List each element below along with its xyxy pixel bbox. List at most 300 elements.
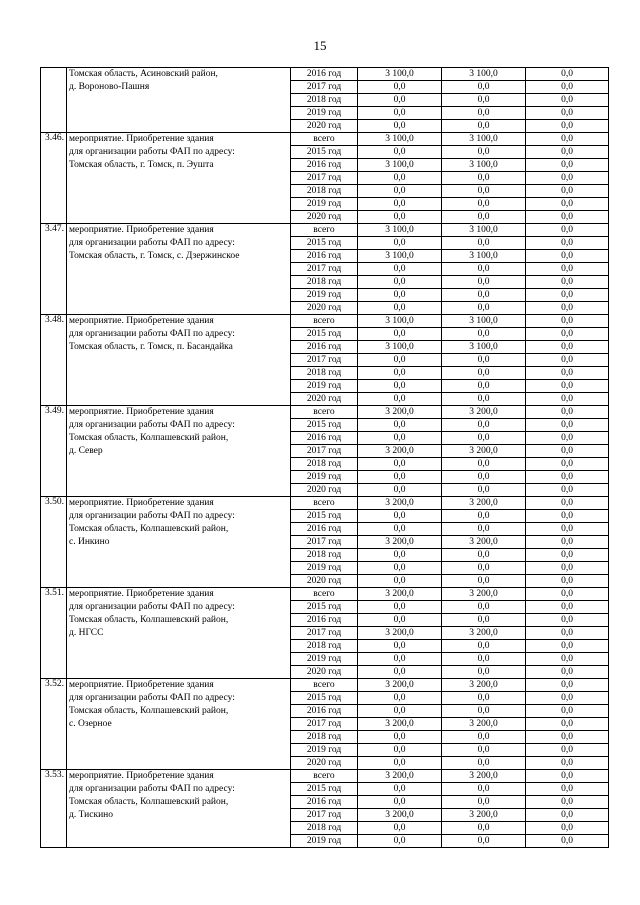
regional-budget-cell: 0,0 <box>442 484 526 497</box>
table-row <box>41 406 609 419</box>
other-sources-cell: 0,0 <box>526 146 609 159</box>
regional-budget-cell: 0,0 <box>442 731 526 744</box>
total-cell: 0,0 <box>358 640 442 653</box>
regional-budget-cell: 0,0 <box>442 783 526 796</box>
description-line: мероприятие. Приобретение здания <box>69 498 214 508</box>
description-line: Томская область, г. Томск, п. Басандайка <box>69 342 233 352</box>
total-cell: 3 100,0 <box>358 341 442 354</box>
period-cell: 2016 год <box>291 705 358 718</box>
total-cell: 0,0 <box>358 510 442 523</box>
period-cell: 2015 год <box>291 692 358 705</box>
description-line: для организации работы ФАП по адресу: <box>69 147 235 157</box>
other-sources-cell: 0,0 <box>526 367 609 380</box>
period-cell: 2016 год <box>291 796 358 809</box>
total-cell: 0,0 <box>358 328 442 341</box>
other-sources-cell: 0,0 <box>526 419 609 432</box>
other-sources-cell: 0,0 <box>526 471 609 484</box>
item-number: 3.48. <box>41 315 67 406</box>
total-cell: 0,0 <box>358 172 442 185</box>
total-cell: 0,0 <box>358 692 442 705</box>
item-description <box>67 133 291 224</box>
other-sources-cell: 0,0 <box>526 133 609 146</box>
regional-budget-cell: 0,0 <box>442 120 526 133</box>
total-cell: 0,0 <box>358 211 442 224</box>
regional-budget-cell: 0,0 <box>442 289 526 302</box>
item-description <box>67 406 291 497</box>
period-cell: всего <box>291 679 358 692</box>
regional-budget-cell: 3 200,0 <box>442 679 526 692</box>
period-cell: 2019 год <box>291 562 358 575</box>
period-cell: 2015 год <box>291 783 358 796</box>
total-cell: 3 100,0 <box>358 159 442 172</box>
period-cell: 2018 год <box>291 185 358 198</box>
description-line: д. Тискино <box>69 810 113 820</box>
period-cell: всего <box>291 133 358 146</box>
total-cell: 0,0 <box>358 731 442 744</box>
other-sources-cell: 0,0 <box>526 822 609 835</box>
regional-budget-cell: 3 200,0 <box>442 588 526 601</box>
regional-budget-cell: 0,0 <box>442 302 526 315</box>
period-cell: всего <box>291 406 358 419</box>
total-cell: 0,0 <box>358 523 442 536</box>
total-cell: 0,0 <box>358 432 442 445</box>
other-sources-cell: 0,0 <box>526 185 609 198</box>
regional-budget-cell: 3 100,0 <box>442 315 526 328</box>
period-cell: 2018 год <box>291 94 358 107</box>
period-cell: 2018 год <box>291 549 358 562</box>
total-cell: 3 200,0 <box>358 627 442 640</box>
other-sources-cell: 0,0 <box>526 757 609 770</box>
period-cell: 2020 год <box>291 393 358 406</box>
total-cell: 0,0 <box>358 107 442 120</box>
period-cell: 2020 год <box>291 757 358 770</box>
total-cell: 0,0 <box>358 575 442 588</box>
regional-budget-cell: 3 200,0 <box>442 406 526 419</box>
regional-budget-cell: 3 100,0 <box>442 159 526 172</box>
other-sources-cell: 0,0 <box>526 575 609 588</box>
total-cell: 0,0 <box>358 783 442 796</box>
other-sources-cell: 0,0 <box>526 159 609 172</box>
item-number: 3.51. <box>41 588 67 679</box>
regional-budget-cell: 0,0 <box>442 367 526 380</box>
total-cell: 0,0 <box>358 185 442 198</box>
total-cell: 0,0 <box>358 276 442 289</box>
regional-budget-cell: 0,0 <box>442 94 526 107</box>
total-cell: 0,0 <box>358 666 442 679</box>
other-sources-cell: 0,0 <box>526 744 609 757</box>
table-row <box>41 588 609 601</box>
item-number: 3.50. <box>41 497 67 588</box>
other-sources-cell: 0,0 <box>526 809 609 822</box>
period-cell: 2015 год <box>291 237 358 250</box>
regional-budget-cell: 3 200,0 <box>442 627 526 640</box>
total-cell: 3 100,0 <box>358 133 442 146</box>
table-row <box>41 224 609 237</box>
total-cell: 3 100,0 <box>358 224 442 237</box>
total-cell: 0,0 <box>358 471 442 484</box>
other-sources-cell: 0,0 <box>526 588 609 601</box>
other-sources-cell: 0,0 <box>526 523 609 536</box>
table-row <box>41 68 609 81</box>
other-sources-cell: 0,0 <box>526 68 609 81</box>
regional-budget-cell: 3 200,0 <box>442 770 526 783</box>
period-cell: 2016 год <box>291 432 358 445</box>
regional-budget-cell: 0,0 <box>442 523 526 536</box>
total-cell: 0,0 <box>358 289 442 302</box>
other-sources-cell: 0,0 <box>526 224 609 237</box>
regional-budget-cell: 3 200,0 <box>442 809 526 822</box>
other-sources-cell: 0,0 <box>526 380 609 393</box>
regional-budget-cell: 0,0 <box>442 432 526 445</box>
description-line: мероприятие. Приобретение здания <box>69 316 214 326</box>
other-sources-cell: 0,0 <box>526 120 609 133</box>
total-cell: 3 200,0 <box>358 679 442 692</box>
total-cell: 0,0 <box>358 237 442 250</box>
total-cell: 3 100,0 <box>358 68 442 81</box>
other-sources-cell: 0,0 <box>526 562 609 575</box>
item-description <box>67 68 291 133</box>
period-cell: всего <box>291 224 358 237</box>
period-cell: 2017 год <box>291 354 358 367</box>
budget-table <box>40 67 609 848</box>
description-line: с. Инкино <box>69 537 110 547</box>
total-cell: 0,0 <box>358 653 442 666</box>
other-sources-cell: 0,0 <box>526 601 609 614</box>
total-cell: 0,0 <box>358 614 442 627</box>
regional-budget-cell: 0,0 <box>442 328 526 341</box>
regional-budget-cell: 3 100,0 <box>442 341 526 354</box>
description-line: с. Озерное <box>69 719 112 729</box>
other-sources-cell: 0,0 <box>526 666 609 679</box>
regional-budget-cell: 0,0 <box>442 835 526 848</box>
other-sources-cell: 0,0 <box>526 341 609 354</box>
regional-budget-cell: 3 100,0 <box>442 133 526 146</box>
total-cell: 0,0 <box>358 354 442 367</box>
regional-budget-cell: 0,0 <box>442 510 526 523</box>
total-cell: 3 200,0 <box>358 809 442 822</box>
total-cell: 0,0 <box>358 757 442 770</box>
period-cell: 2015 год <box>291 601 358 614</box>
regional-budget-cell: 0,0 <box>442 211 526 224</box>
other-sources-cell: 0,0 <box>526 627 609 640</box>
period-cell: 2018 год <box>291 276 358 289</box>
regional-budget-cell: 3 200,0 <box>442 497 526 510</box>
period-cell: 2019 год <box>291 107 358 120</box>
description-line: Томская область, г. Томск, п. Эушта <box>69 160 214 170</box>
other-sources-cell: 0,0 <box>526 393 609 406</box>
other-sources-cell: 0,0 <box>526 718 609 731</box>
total-cell: 3 200,0 <box>358 406 442 419</box>
regional-budget-cell: 3 100,0 <box>442 250 526 263</box>
total-cell: 0,0 <box>358 146 442 159</box>
period-cell: 2019 год <box>291 744 358 757</box>
item-number: 3.46. <box>41 133 67 224</box>
regional-budget-cell: 0,0 <box>442 276 526 289</box>
description-line: мероприятие. Приобретение здания <box>69 134 214 144</box>
total-cell: 0,0 <box>358 744 442 757</box>
other-sources-cell: 0,0 <box>526 276 609 289</box>
period-cell: 2015 год <box>291 510 358 523</box>
other-sources-cell: 0,0 <box>526 549 609 562</box>
other-sources-cell: 0,0 <box>526 705 609 718</box>
total-cell: 3 200,0 <box>358 718 442 731</box>
item-description <box>67 315 291 406</box>
description-line: для организации работы ФАП по адресу: <box>69 420 235 430</box>
regional-budget-cell: 0,0 <box>442 796 526 809</box>
total-cell: 0,0 <box>358 393 442 406</box>
regional-budget-cell: 0,0 <box>442 237 526 250</box>
table-row <box>41 133 609 146</box>
description-line: мероприятие. Приобретение здания <box>69 589 214 599</box>
regional-budget-cell: 3 200,0 <box>442 536 526 549</box>
description-line: Томская область, Колпашевский район, <box>69 615 229 625</box>
regional-budget-cell: 0,0 <box>442 757 526 770</box>
item-description <box>67 224 291 315</box>
table-row <box>41 315 609 328</box>
description-line: мероприятие. Приобретение здания <box>69 680 214 690</box>
period-cell: 2016 год <box>291 68 358 81</box>
total-cell: 0,0 <box>358 81 442 94</box>
item-description <box>67 588 291 679</box>
description-line: Томская область, Колпашевский район, <box>69 706 229 716</box>
other-sources-cell: 0,0 <box>526 302 609 315</box>
other-sources-cell: 0,0 <box>526 770 609 783</box>
description-line: для организации работы ФАП по адресу: <box>69 329 235 339</box>
other-sources-cell: 0,0 <box>526 640 609 653</box>
other-sources-cell: 0,0 <box>526 315 609 328</box>
period-cell: 2020 год <box>291 666 358 679</box>
regional-budget-cell: 3 200,0 <box>442 718 526 731</box>
total-cell: 0,0 <box>358 601 442 614</box>
other-sources-cell: 0,0 <box>526 497 609 510</box>
regional-budget-cell: 0,0 <box>442 562 526 575</box>
description-line: д. Север <box>69 446 103 456</box>
period-cell: 2020 год <box>291 575 358 588</box>
description-line: д. НГСС <box>69 628 104 638</box>
other-sources-cell: 0,0 <box>526 198 609 211</box>
period-cell: 2016 год <box>291 159 358 172</box>
total-cell: 0,0 <box>358 458 442 471</box>
regional-budget-cell: 0,0 <box>442 666 526 679</box>
period-cell: 2017 год <box>291 718 358 731</box>
other-sources-cell: 0,0 <box>526 172 609 185</box>
item-description <box>67 497 291 588</box>
regional-budget-cell: 0,0 <box>442 172 526 185</box>
regional-budget-cell: 3 200,0 <box>442 445 526 458</box>
other-sources-cell: 0,0 <box>526 835 609 848</box>
other-sources-cell: 0,0 <box>526 445 609 458</box>
total-cell: 0,0 <box>358 484 442 497</box>
other-sources-cell: 0,0 <box>526 289 609 302</box>
period-cell: 2016 год <box>291 523 358 536</box>
period-cell: 2017 год <box>291 445 358 458</box>
other-sources-cell: 0,0 <box>526 458 609 471</box>
item-number: 3.53. <box>41 770 67 848</box>
table-row <box>41 770 609 783</box>
description-line: для организации работы ФАП по адресу: <box>69 784 235 794</box>
regional-budget-cell: 0,0 <box>442 692 526 705</box>
period-cell: 2018 год <box>291 458 358 471</box>
regional-budget-cell: 0,0 <box>442 822 526 835</box>
period-cell: 2017 год <box>291 627 358 640</box>
other-sources-cell: 0,0 <box>526 354 609 367</box>
item-description <box>67 679 291 770</box>
other-sources-cell: 0,0 <box>526 510 609 523</box>
regional-budget-cell: 0,0 <box>442 640 526 653</box>
table-row <box>41 497 609 510</box>
total-cell: 0,0 <box>358 562 442 575</box>
regional-budget-cell: 0,0 <box>442 185 526 198</box>
period-cell: всего <box>291 588 358 601</box>
regional-budget-cell: 0,0 <box>442 705 526 718</box>
item-number: 3.47. <box>41 224 67 315</box>
period-cell: 2017 год <box>291 172 358 185</box>
description-line: для организации работы ФАП по адресу: <box>69 238 235 248</box>
period-cell: всего <box>291 770 358 783</box>
total-cell: 3 200,0 <box>358 445 442 458</box>
description-line: мероприятие. Приобретение здания <box>69 407 214 417</box>
regional-budget-cell: 0,0 <box>442 263 526 276</box>
item-number: 3.49. <box>41 406 67 497</box>
regional-budget-cell: 0,0 <box>442 471 526 484</box>
total-cell: 0,0 <box>358 419 442 432</box>
other-sources-cell: 0,0 <box>526 328 609 341</box>
total-cell: 3 200,0 <box>358 536 442 549</box>
other-sources-cell: 0,0 <box>526 250 609 263</box>
period-cell: всего <box>291 497 358 510</box>
period-cell: 2017 год <box>291 263 358 276</box>
regional-budget-cell: 0,0 <box>442 575 526 588</box>
other-sources-cell: 0,0 <box>526 679 609 692</box>
period-cell: 2015 год <box>291 146 358 159</box>
period-cell: 2017 год <box>291 536 358 549</box>
other-sources-cell: 0,0 <box>526 692 609 705</box>
period-cell: 2019 год <box>291 653 358 666</box>
period-cell: 2019 год <box>291 471 358 484</box>
other-sources-cell: 0,0 <box>526 81 609 94</box>
other-sources-cell: 0,0 <box>526 406 609 419</box>
total-cell: 0,0 <box>358 835 442 848</box>
regional-budget-cell: 0,0 <box>442 653 526 666</box>
total-cell: 3 200,0 <box>358 770 442 783</box>
period-cell: 2019 год <box>291 380 358 393</box>
period-cell: 2016 год <box>291 341 358 354</box>
regional-budget-cell: 0,0 <box>442 614 526 627</box>
description-line: мероприятие. Приобретение здания <box>69 225 214 235</box>
other-sources-cell: 0,0 <box>526 484 609 497</box>
description-line: Томская область, Асиновский район, <box>69 69 218 79</box>
description-line: Томская область, Колпашевский район, <box>69 524 229 534</box>
regional-budget-cell: 0,0 <box>442 601 526 614</box>
total-cell: 0,0 <box>358 380 442 393</box>
regional-budget-cell: 0,0 <box>442 107 526 120</box>
regional-budget-cell: 0,0 <box>442 380 526 393</box>
period-cell: 2017 год <box>291 809 358 822</box>
other-sources-cell: 0,0 <box>526 237 609 250</box>
period-cell: 2018 год <box>291 731 358 744</box>
total-cell: 0,0 <box>358 549 442 562</box>
total-cell: 0,0 <box>358 94 442 107</box>
total-cell: 3 100,0 <box>358 250 442 263</box>
period-cell: 2020 год <box>291 484 358 497</box>
regional-budget-cell: 0,0 <box>442 744 526 757</box>
period-cell: 2019 год <box>291 198 358 211</box>
description-line: для организации работы ФАП по адресу: <box>69 693 235 703</box>
item-number <box>41 68 67 133</box>
other-sources-cell: 0,0 <box>526 796 609 809</box>
regional-budget-cell: 3 100,0 <box>442 68 526 81</box>
description-line: для организации работы ФАП по адресу: <box>69 602 235 612</box>
period-cell: 2018 год <box>291 367 358 380</box>
regional-budget-cell: 0,0 <box>442 81 526 94</box>
period-cell: 2020 год <box>291 211 358 224</box>
total-cell: 3 100,0 <box>358 315 442 328</box>
table-body <box>41 68 609 848</box>
total-cell: 0,0 <box>358 302 442 315</box>
other-sources-cell: 0,0 <box>526 536 609 549</box>
period-cell: 2019 год <box>291 289 358 302</box>
description-line: Томская область, Колпашевский район, <box>69 433 229 443</box>
period-cell: 2017 год <box>291 81 358 94</box>
other-sources-cell: 0,0 <box>526 432 609 445</box>
regional-budget-cell: 0,0 <box>442 146 526 159</box>
regional-budget-cell: 0,0 <box>442 198 526 211</box>
total-cell: 0,0 <box>358 198 442 211</box>
regional-budget-cell: 0,0 <box>442 354 526 367</box>
period-cell: 2015 год <box>291 419 358 432</box>
total-cell: 0,0 <box>358 822 442 835</box>
period-cell: 2015 год <box>291 328 358 341</box>
other-sources-cell: 0,0 <box>526 211 609 224</box>
total-cell: 0,0 <box>358 705 442 718</box>
total-cell: 3 200,0 <box>358 497 442 510</box>
description-line: д. Вороново-Пашня <box>69 82 150 92</box>
regional-budget-cell: 0,0 <box>442 393 526 406</box>
period-cell: 2018 год <box>291 640 358 653</box>
regional-budget-cell: 0,0 <box>442 419 526 432</box>
table-row <box>41 679 609 692</box>
period-cell: 2019 год <box>291 835 358 848</box>
total-cell: 0,0 <box>358 367 442 380</box>
period-cell: 2018 год <box>291 822 358 835</box>
regional-budget-cell: 0,0 <box>442 549 526 562</box>
description-line: мероприятие. Приобретение здания <box>69 771 214 781</box>
page-number: 15 <box>313 38 327 53</box>
regional-budget-cell: 3 100,0 <box>442 224 526 237</box>
total-cell: 0,0 <box>358 120 442 133</box>
period-cell: всего <box>291 315 358 328</box>
other-sources-cell: 0,0 <box>526 653 609 666</box>
other-sources-cell: 0,0 <box>526 94 609 107</box>
period-cell: 2020 год <box>291 120 358 133</box>
other-sources-cell: 0,0 <box>526 783 609 796</box>
regional-budget-cell: 0,0 <box>442 458 526 471</box>
other-sources-cell: 0,0 <box>526 107 609 120</box>
description-line: Томская область, Колпашевский район, <box>69 797 229 807</box>
description-line: Томская область, г. Томск, с. Дзержинское <box>69 251 240 261</box>
period-cell: 2016 год <box>291 250 358 263</box>
total-cell: 0,0 <box>358 263 442 276</box>
item-description <box>67 770 291 848</box>
other-sources-cell: 0,0 <box>526 731 609 744</box>
other-sources-cell: 0,0 <box>526 263 609 276</box>
period-cell: 2020 год <box>291 302 358 315</box>
period-cell: 2016 год <box>291 614 358 627</box>
description-line: для организации работы ФАП по адресу: <box>69 511 235 521</box>
total-cell: 0,0 <box>358 796 442 809</box>
item-number: 3.52. <box>41 679 67 770</box>
total-cell: 3 200,0 <box>358 588 442 601</box>
